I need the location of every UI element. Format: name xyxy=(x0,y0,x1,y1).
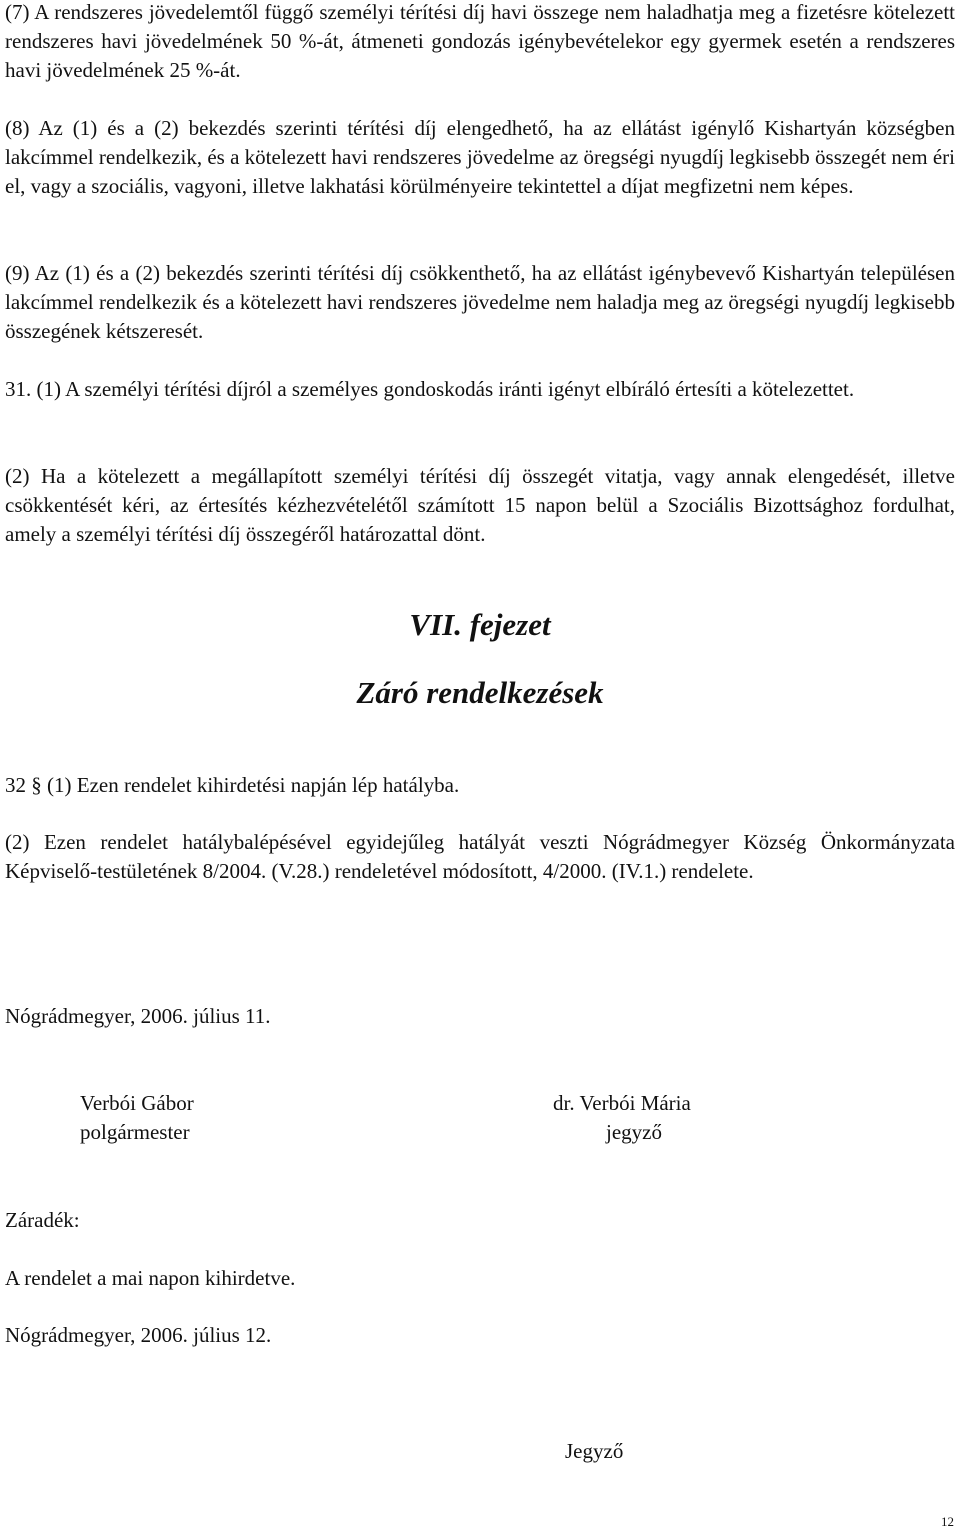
section-32-1: 32 § (1) Ezen rendelet kihirdetési napján lép hatályba. xyxy=(5,773,460,797)
chapter-number: VII. fejezet xyxy=(409,607,551,642)
paragraph-7: (7) A rendszeres jövedelemtől függő személyi térítési díj havi összege nem haladhatja meg a fizetésre kötelezett rendszeres havi jövedelmének 50 %-át, átmeneti gondozás igénybevételekor egy gyermek esetén a rendszeres havi jövedelmének 25 %-át. xyxy=(5,0,955,82)
chapter-title: Záró rendelkezések xyxy=(356,675,604,710)
clause-text: A rendelet a mai napon kihirdetve. xyxy=(5,1266,296,1290)
paragraph-8: (8) Az (1) és a (2) bekezdés szerinti térítési díj elengedhető, ha az ellátást igénylő Kishartyán községben lakcímmel rendelkezik, és a kötelezett havi rendszeres jövedelme az öregségi nyugdíj legkisebb összegét nem éri el, vagy a szociális, vagyoni, illetve lakhatási körülményeire tekintettel a díjat megfizetni nem képes. xyxy=(5,116,955,198)
clause-signer: Jegyző xyxy=(565,1439,624,1463)
signer-notary-name: dr. Verbói Mária xyxy=(553,1091,691,1115)
section-31-1: 31. (1) A személyi térítési díjról a személyes gondoskodás iránti igényt elbíráló értesíti a kötelezettet. xyxy=(5,377,855,401)
place-date: Nógrádmegyer, 2006. július 11. xyxy=(5,1004,271,1028)
signer-notary-role: jegyző xyxy=(606,1120,662,1144)
signer-mayor-name: Verbói Gábor xyxy=(80,1091,194,1115)
paragraph-9: (9) Az (1) és a (2) bekezdés szerinti térítési díj csökkenthető, ha az ellátást igénybevevő Kishartyán településen lakcímmel rendelkezik és a kötelezett havi rendszeres jövedelme nem haladja meg az öregségi nyugdíj legkisebb összegének kétszeresét. xyxy=(5,261,955,343)
page-number: 12 xyxy=(941,1514,954,1529)
clause-date: Nógrádmegyer, 2006. július 12. xyxy=(5,1323,272,1347)
clause-label: Záradék: xyxy=(5,1208,80,1232)
signer-mayor-role: polgármester xyxy=(80,1120,190,1144)
section-31-2: (2) Ha a kötelezett a megállapított személyi térítési díj összegét vitatja, vagy annak elengedését, illetve csökkentését kéri, az értesítés kézhezvételétől számított 15 napon belül a Szociális Bizottsághoz fordulhat, amely a személyi térítési díj összegéről határozattal dönt. xyxy=(5,464,955,546)
section-32-2: (2) Ezen rendelet hatálybalépésével egyidejűleg hatályát veszti Nógrádmegyer Község Önkormányzata Képviselő-testületének 8/2004. (V.28.) rendeletével módosított, 4/2000. (IV.1.) rendelete. xyxy=(5,830,955,883)
